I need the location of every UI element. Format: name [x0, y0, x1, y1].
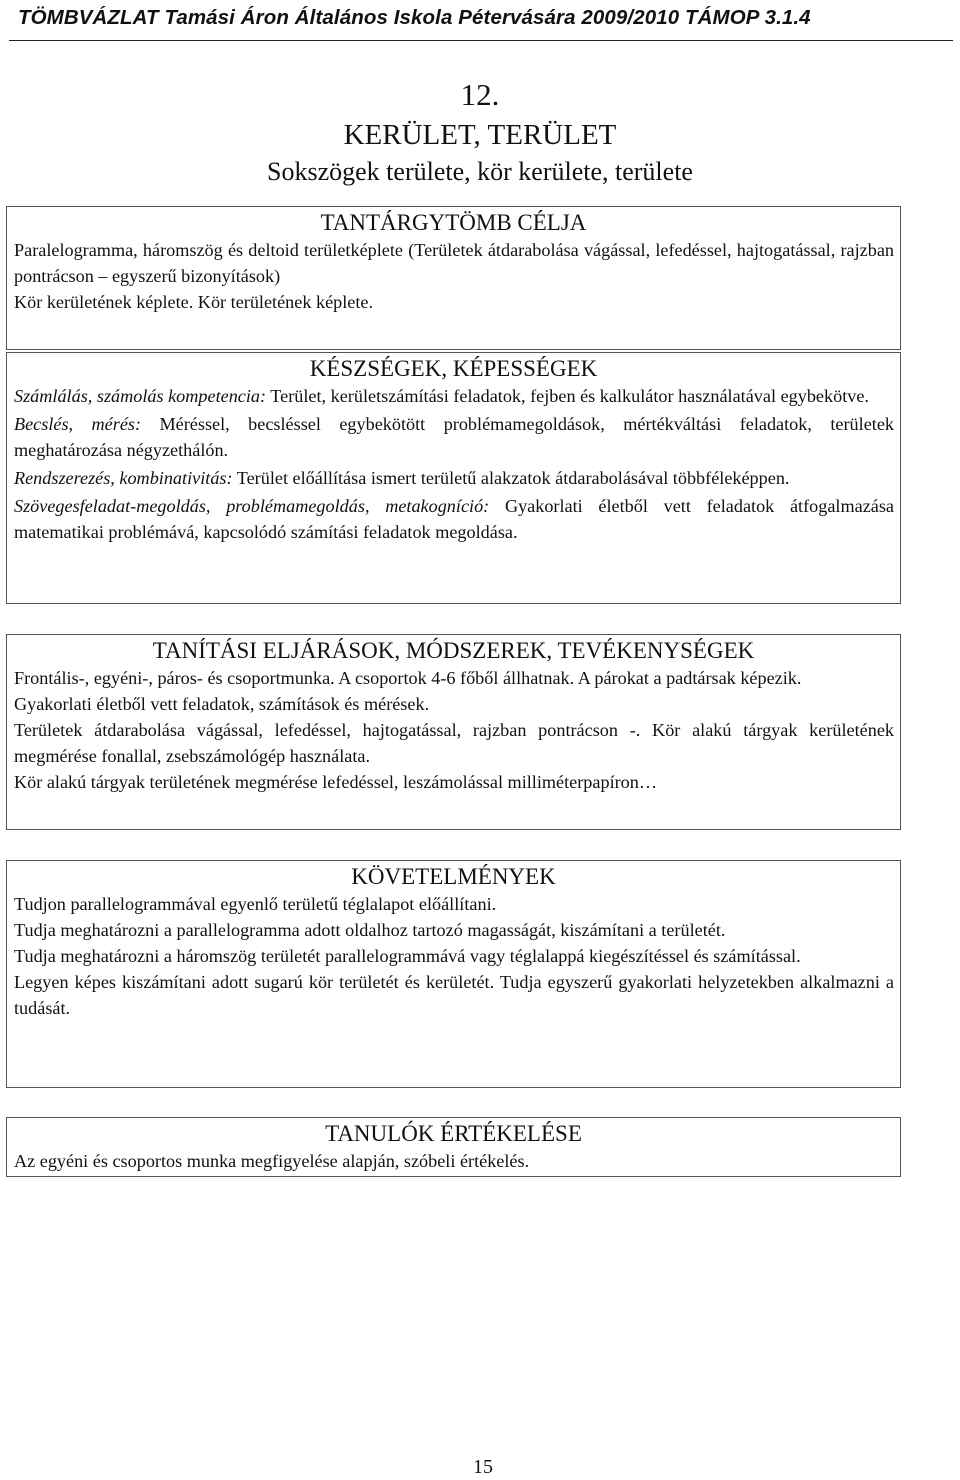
- skill-item: [7, 493, 900, 545]
- skill-label: Számlálás, számolás kompetencia:: [14, 386, 267, 406]
- skill-text: Gyakorlati életből vett feladatok átfogalmazása matematikai problémává, kapcsolódó számítási feladatok megoldása.: [14, 496, 894, 542]
- skill-item: [7, 411, 900, 463]
- requirement-item: Tudja meghatározni a parallelogramma adott oldalhoz tartozó magasságát, kiszámítani a területét.: [14, 920, 726, 940]
- section-paragraph: Az egyéni és csoportos munka megfigyelése alapján, szóbeli értékelés.: [14, 1151, 530, 1171]
- section-paragraph: Frontális-, egyéni-, páros- és csoportmunka. A csoportok 4-6 főből állhatnak. A párokat a padtársak képezik.: [14, 668, 802, 688]
- requirement-item: Tudja meghatározni a háromszög területét parallelogrammává vagy téglalappá kiegészítéssel és számítással.: [14, 946, 801, 966]
- section-paragraph: Gyakorlati életből vett feladatok, számítások és mérések.: [14, 694, 430, 714]
- skill-item: [7, 465, 900, 491]
- skill-label: Becslés, mérés:: [14, 414, 142, 434]
- skill-label: Szövegesfeladat-megoldás, problémamegoldás, metakogníció:: [14, 496, 490, 516]
- section-paragraph: Kör kerületének képlete. Kör területének képlete.: [14, 292, 374, 312]
- section-paragraph: Paralelogramma, háromszög és deltoid területképlete (Területek átdarabolása vágással, lefedéssel, hajtogatással, rajzban pontrácson – egyszerű bizonyítások): [14, 240, 894, 286]
- section-title: TANÍTÁSI ELJÁRÁSOK, MÓDSZEREK, TEVÉKENYSÉGEK: [152, 638, 755, 663]
- section-paragraph: Területek átdarabolása vágással, lefedéssel, hajtogatással, rajzban pontrácson -. Kör alakú tárgyak kerületének megmérése fonallal, zsebszámológép használata.: [14, 720, 894, 766]
- section-paragraph: Kör alakú tárgyak területének megmérése lefedéssel, leszámolással milliméterpapíron…: [14, 772, 658, 792]
- skill-label: Rendszerezés, kombinativitás:: [14, 468, 233, 488]
- skill-text: Méréssel, becsléssel egybekötött problémamegoldások, mértékváltási feladatok, területek meghatározása négyzethálón.: [14, 414, 894, 460]
- section-tantargytomb-celja: [6, 206, 901, 350]
- section-title: KÉSZSÉGEK, KÉPESSÉGEK: [309, 356, 598, 381]
- header-divider: [9, 40, 953, 41]
- page-number: 15: [473, 1456, 493, 1478]
- section-keszsegek-kepessegek: [6, 352, 901, 604]
- section-kovetelmenyek: [6, 860, 901, 1088]
- chapter-subtitle: Sokszögek területe, kör kerülete, területe: [267, 157, 693, 186]
- chapter-number: 12.: [460, 77, 500, 112]
- requirement-item: Legyen képes kiszámítani adott sugarú kör területét és kerületét. Tudja egyszerű gyakorlati helyzetekben alkalmazni a tudását.: [14, 972, 894, 1018]
- section-tanitasi-eljarasok: [6, 634, 901, 830]
- document-header: TÖMBVÁZLAT Tamási Áron Általános Iskola Pétervására 2009/2010 TÁMOP 3.1.4: [18, 6, 811, 29]
- chapter-title: KERÜLET, TERÜLET: [343, 119, 617, 151]
- section-title: TANULÓK ÉRTÉKELÉSE: [325, 1121, 582, 1146]
- section-title: KÖVETELMÉNYEK: [351, 864, 556, 889]
- requirement-item: Tudjon parallelogrammával egyenlő területű téglalapot előállítani.: [14, 894, 497, 914]
- section-title: TANTÁRGYTÖMB CÉLJA: [320, 210, 587, 235]
- skill-text: Terület, kerületszámítási feladatok, fejben és kalkulátor használatával egybekötve.: [266, 386, 869, 406]
- skill-item: [7, 383, 900, 409]
- skill-text: Terület előállítása ismert területű alakzatok átdarabolásával többféleképpen.: [232, 468, 790, 488]
- section-tanulok-ertekelese: [6, 1117, 901, 1177]
